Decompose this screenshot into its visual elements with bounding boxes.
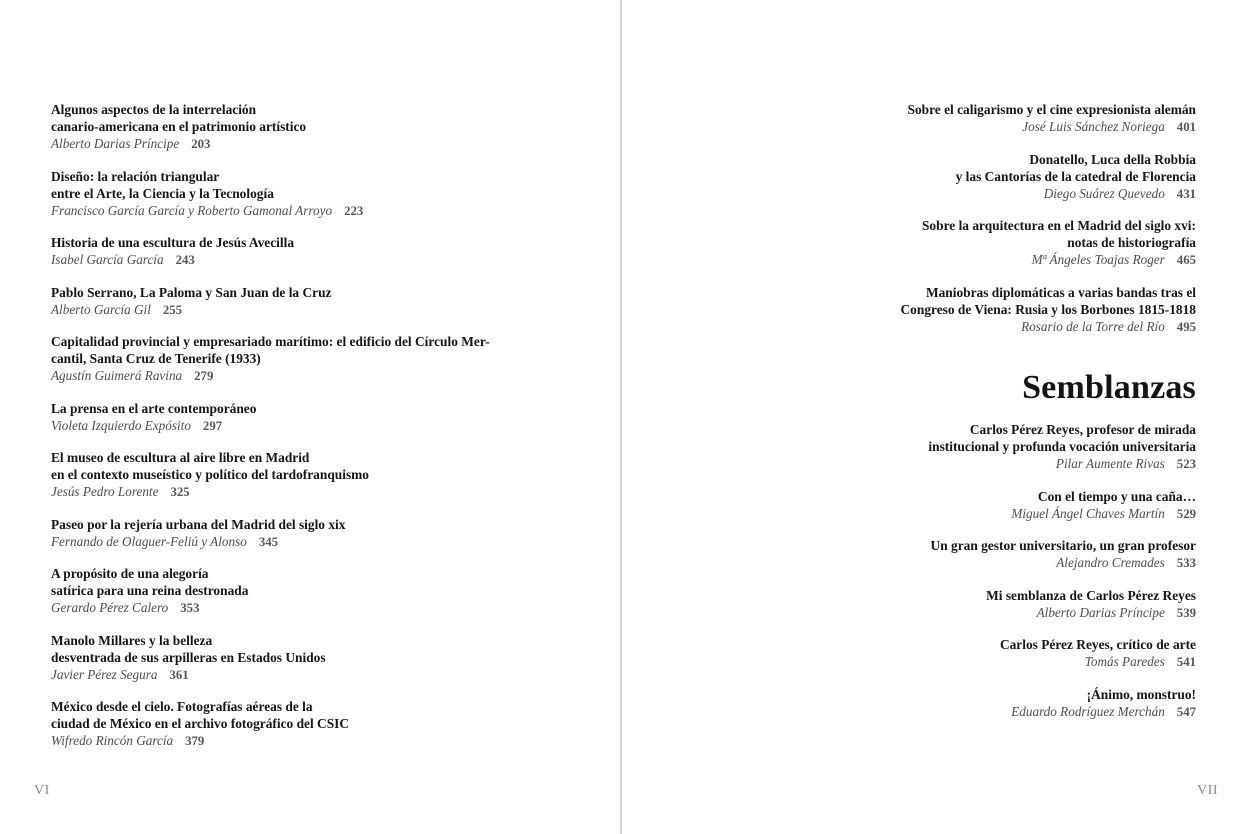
entry-page-number: 361: [169, 667, 189, 682]
toc-entries-left: [51, 101, 571, 765]
entry-title-line: cantil, Santa Cruz de Tenerife (1933): [51, 351, 261, 366]
entry-byline: [51, 732, 571, 750]
entry-title-line: Historia de una escultura de Jesús Avecilla: [51, 235, 295, 250]
entry-byline: [636, 118, 1196, 136]
entry-author: Francisco García García y Roberto Gamonal Arroyo: [51, 202, 333, 218]
entry-page-number: 243: [175, 253, 195, 267]
toc-entry: [51, 333, 571, 385]
entry-author: Violeta Izquierdo Expósito: [51, 417, 191, 433]
entry-title-line: desventrada de sus arpilleras en Estados Unidos: [51, 649, 326, 665]
entry-byline: [51, 599, 571, 617]
entry-title-line: ciudad de México en el archivo fotográfico del CSIC: [51, 716, 350, 731]
entry-author: Wifredo Rincón García: [51, 733, 174, 748]
entry-title-line: La prensa en el arte contemporáneo: [51, 400, 257, 416]
toc-entry: [636, 151, 1196, 203]
toc-entry: [636, 101, 1196, 136]
entry-author: Pilar Aumente Rivas: [1055, 456, 1165, 471]
toc-entry: [636, 686, 1196, 721]
entry-page-number: 203: [191, 137, 211, 151]
entry-title-line: Manolo Millares y la belleza: [51, 632, 213, 648]
toc-entry: [51, 632, 571, 684]
entry-page-number: 353: [180, 601, 200, 615]
page-number-left: VI: [34, 783, 50, 798]
toc-entries-semblanzas: [636, 421, 1196, 735]
entry-byline: [636, 653, 1196, 671]
entry-title-line: institucional y profunda vocación universitaria: [928, 439, 1196, 454]
entry-title-line: Donatello, Luca della Robbia: [1029, 151, 1196, 167]
entry-byline: [636, 505, 1196, 523]
entry-page-number: 465: [1176, 253, 1196, 267]
entry-byline: [636, 554, 1196, 572]
entry-page-number: 523: [1176, 457, 1196, 471]
entry-title-line: Paseo por la rejería urbana del Madrid del siglo xix: [51, 516, 346, 532]
entry-title-line: Congreso de Viena: Rusia y los Borbones 1815-1818: [900, 301, 1196, 317]
entry-title-line: Carlos Pérez Reyes, crítico de arte: [999, 637, 1196, 652]
entry-title-line: Pablo Serrano, La Paloma y San Juan de la Cruz: [51, 284, 332, 300]
entry-page-number: 325: [170, 485, 190, 499]
entry-page-number: 547: [1176, 704, 1196, 719]
entry-page-number: 495: [1176, 319, 1196, 334]
entry-page-number: 533: [1176, 556, 1196, 570]
entry-author: Diego Suárez Quevedo: [1043, 185, 1165, 201]
entry-author: Fernando de Olaguer-Feliú y Alonso: [51, 533, 247, 549]
entry-author: Mª Ángeles Toajas Roger: [1031, 252, 1165, 267]
entry-byline: [51, 301, 571, 319]
toc-entry: [636, 284, 1196, 336]
toc-entries-right: [636, 101, 1196, 350]
entry-title-line: Maniobras diplomáticas a varias bandas tras el: [925, 284, 1196, 300]
entry-title-line: Algunos aspectos de la interrelación: [51, 102, 257, 117]
entry-title-line: El museo de escultura al aire libre en Madrid: [51, 450, 310, 465]
entry-page-number: 539: [1176, 605, 1196, 620]
toc-entry: [636, 217, 1196, 269]
toc-entry: [51, 284, 571, 319]
entry-page-number: 379: [185, 734, 205, 748]
entry-title-line: A propósito de una alegoría: [51, 566, 209, 581]
entry-title-line: Mi semblanza de Carlos Pérez Reyes: [986, 587, 1196, 603]
entry-title-line: México desde el cielo. Fotografías aéreas de la: [51, 699, 313, 714]
toc-entry: [51, 449, 571, 501]
toc-entry: [636, 421, 1196, 473]
toc-entry: [51, 565, 571, 617]
entry-author: Tomás Paredes: [1084, 654, 1165, 669]
entry-page-number: 529: [1176, 506, 1196, 521]
toc-entry: [51, 168, 571, 220]
entry-byline: [51, 533, 571, 551]
entry-byline: [636, 251, 1196, 269]
entry-page-number: 297: [202, 418, 223, 433]
toc-entry: [636, 636, 1196, 671]
entry-byline: [51, 367, 571, 385]
entry-title-line: canario-americana en el patrimonio artístico: [51, 119, 307, 134]
entry-author: Javier Pérez Segura: [51, 666, 158, 682]
entry-author: José Luis Sánchez Noriega: [1022, 119, 1165, 134]
toc-entry: [636, 537, 1196, 572]
entry-title-line: Con el tiempo y una caña…: [1037, 488, 1196, 504]
entry-title-line: Carlos Pérez Reyes, profesor de mirada: [969, 422, 1196, 437]
entry-byline: [51, 417, 571, 435]
entry-page-number: 541: [1176, 655, 1196, 669]
entry-byline: [51, 251, 571, 269]
right-page: [622, 0, 1247, 834]
entry-byline: [636, 318, 1196, 336]
entry-author: Eduardo Rodríguez Merchán: [1011, 703, 1165, 719]
toc-entry: [51, 516, 571, 551]
entry-title-line: entre el Arte, la Ciencia y la Tecnología: [51, 185, 274, 201]
entry-page-number: 345: [258, 534, 279, 549]
entry-byline: [636, 455, 1196, 473]
entry-title-line: y las Cantorías de la catedral de Florencia: [955, 168, 1196, 184]
entry-author: Miguel Ángel Chaves Martín: [1011, 505, 1165, 521]
entry-author: Rosario de la Torre del Río: [1021, 318, 1165, 334]
entry-page-number: 431: [1176, 186, 1196, 201]
entry-title-line: Capitalidad provincial y empresariado marítimo: el edificio del Círculo Mer-: [51, 334, 490, 349]
entry-byline: [51, 483, 571, 501]
entry-author: Gerardo Pérez Calero: [51, 600, 169, 615]
entry-title-line: satírica para una reina destronada: [51, 583, 249, 598]
toc-entry: [51, 400, 571, 435]
entry-author: Jesús Pedro Lorente: [51, 484, 159, 499]
entry-author: Alberto García Gil: [51, 301, 151, 317]
entry-title-line: en el contexto museístico y político del tardofranquismo: [51, 467, 370, 482]
section-heading: Semblanzas: [1022, 369, 1196, 406]
entry-title-line: Diseño: la relación triangular: [51, 168, 220, 184]
page-number-right: VII: [1197, 783, 1218, 798]
entry-page-number: 223: [344, 203, 364, 218]
entry-title-line: Sobre la arquitectura en el Madrid del siglo xvi:: [921, 218, 1196, 233]
entry-author: Isabel García García: [51, 252, 164, 267]
entry-author: Agustín Guimerá Ravina: [51, 368, 183, 383]
entry-title-line: Un gran gestor universitario, un gran profesor: [930, 538, 1196, 553]
entry-title-line: ¡Ánimo, monstruo!: [1086, 686, 1196, 702]
entry-byline: [51, 135, 571, 153]
entry-author: Alberto Darias Príncipe: [1036, 604, 1165, 620]
entry-page-number: 279: [194, 369, 214, 383]
entry-byline: [51, 202, 571, 220]
entry-byline: [636, 185, 1196, 203]
entry-byline: [636, 703, 1196, 721]
entry-author: Alberto Darias Príncipe: [51, 136, 180, 151]
toc-entry: [51, 101, 571, 153]
entry-title-line: notas de historiografía: [1067, 235, 1196, 250]
entry-page-number: 401: [1176, 120, 1196, 134]
entry-byline: [636, 604, 1196, 622]
left-page: [0, 0, 620, 834]
toc-entry: [51, 698, 571, 750]
toc-entry: [51, 234, 571, 269]
toc-entry: [636, 587, 1196, 622]
toc-entry: [636, 488, 1196, 523]
entry-author: Alejandro Cremades: [1056, 555, 1165, 570]
entry-byline: [51, 666, 571, 684]
entry-page-number: 255: [162, 302, 183, 317]
entry-title-line: Sobre el caligarismo y el cine expresionista alemán: [907, 102, 1196, 117]
